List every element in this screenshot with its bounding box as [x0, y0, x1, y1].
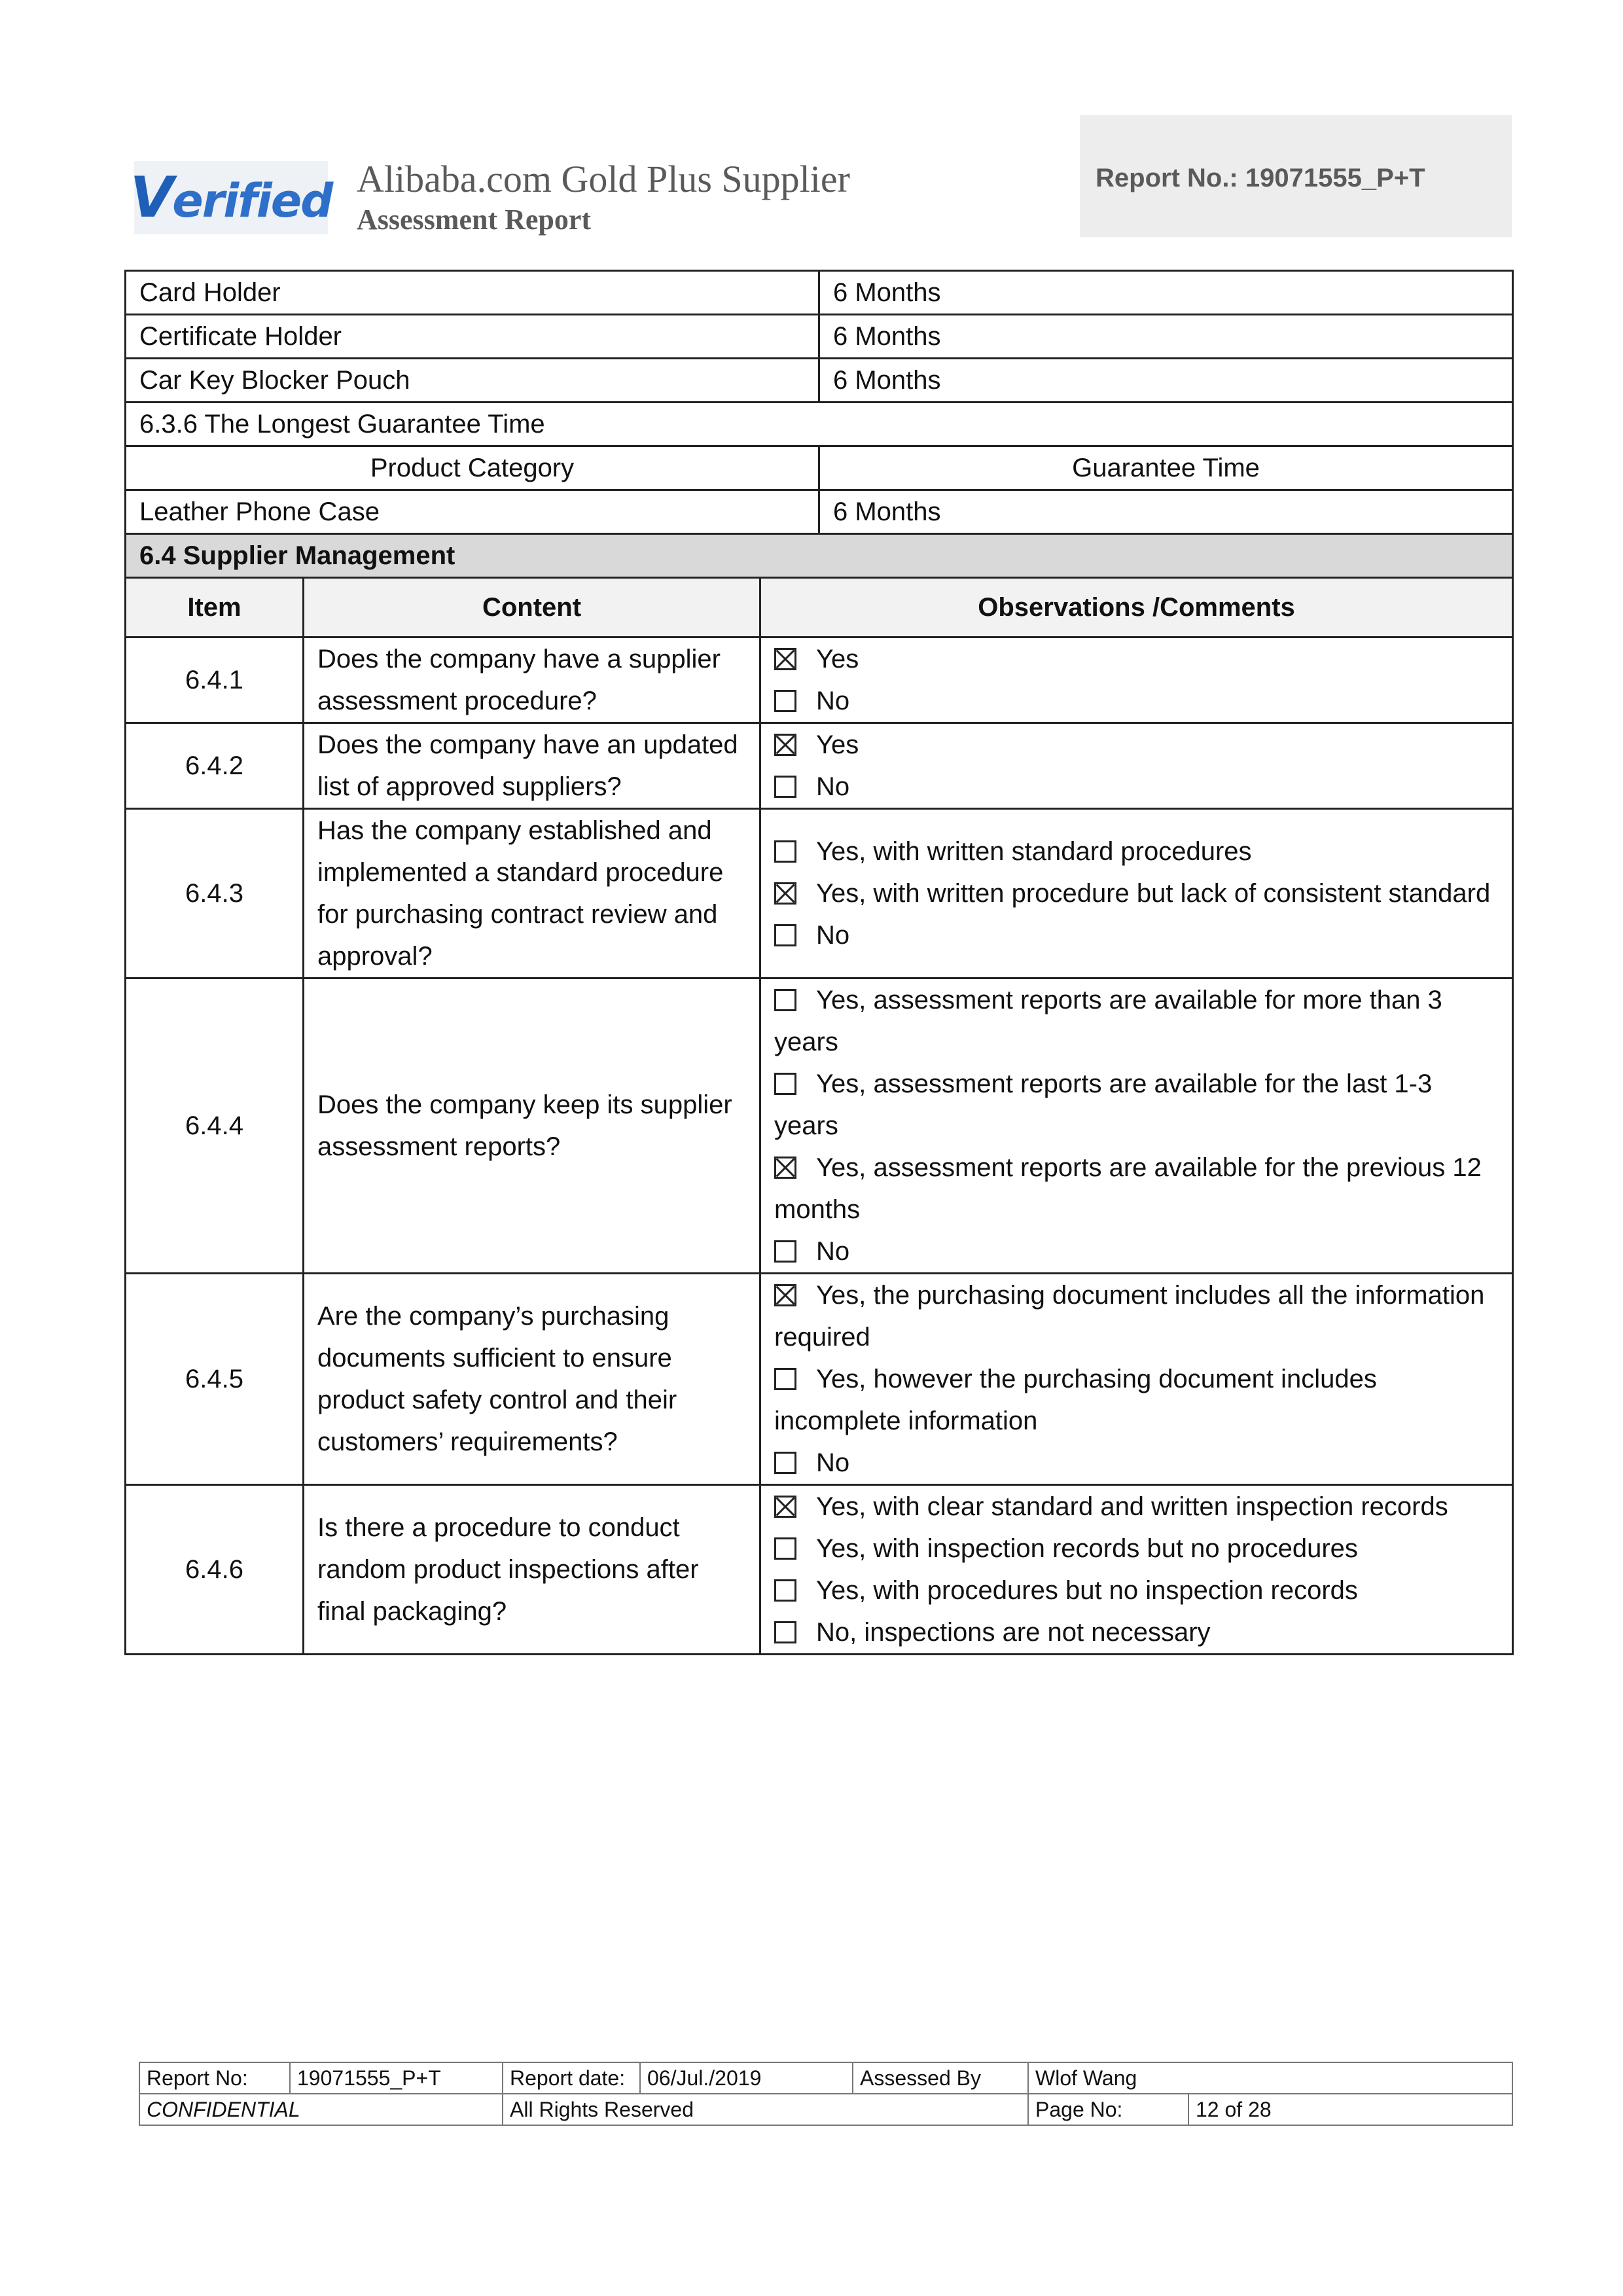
- option-label: Yes, with clear standard and written inspection records: [816, 1492, 1448, 1521]
- observations-cell: [760, 1274, 1513, 1485]
- supplier-management-table: [124, 533, 1514, 1655]
- question-cell: Does the company have a supplier assessment procedure?: [304, 637, 760, 723]
- footer-page-no-label: Page No:: [1028, 2094, 1188, 2125]
- table-row: [126, 723, 1513, 809]
- option-item: [774, 724, 1499, 766]
- table-row: [126, 359, 1513, 403]
- footer-report-no-label: Report No:: [139, 2062, 290, 2094]
- footer-table: [139, 2062, 1513, 2126]
- option-item: [774, 872, 1499, 914]
- option-item: [774, 766, 1499, 808]
- item-header: Item: [126, 578, 304, 637]
- option-label: No, inspections are not necessary: [816, 1618, 1211, 1647]
- item-number-cell: 6.4.3: [126, 809, 304, 978]
- footer-assessed-by: Wlof Wang: [1028, 2062, 1512, 2094]
- empty-checkbox-icon: [774, 1621, 796, 1643]
- empty-checkbox-icon: [774, 1240, 796, 1263]
- empty-checkbox-icon: [774, 690, 796, 712]
- option-label: No: [816, 921, 850, 950]
- table-row: [126, 809, 1513, 978]
- empty-checkbox-icon: [774, 776, 796, 798]
- option-label: Yes: [816, 730, 859, 759]
- verified-logo-text: Verified: [130, 165, 332, 230]
- empty-checkbox-icon: [774, 1452, 796, 1474]
- time-cell: 6 Months: [819, 315, 1513, 359]
- option-item: [774, 1358, 1499, 1442]
- option-label: No: [816, 772, 850, 801]
- table-row: [126, 271, 1513, 315]
- option-item: [774, 1442, 1499, 1484]
- time-cell: 6 Months: [819, 359, 1513, 403]
- option-item: [774, 979, 1499, 1063]
- table-row: [126, 978, 1513, 1274]
- header-title: Alibaba.com Gold Plus Supplier: [357, 158, 850, 200]
- checked-checkbox-icon: [774, 1284, 796, 1306]
- verified-logo: [130, 161, 332, 234]
- product-cell: Leather Phone Case: [126, 490, 819, 534]
- option-label: No: [816, 687, 850, 715]
- footer-assessed-by-label: Assessed By: [853, 2062, 1028, 2094]
- option-label: Yes, the purchasing document includes all the information required: [774, 1281, 1485, 1352]
- table-header-row: [126, 578, 1513, 637]
- option-item: [774, 1147, 1499, 1230]
- time-cell: 6 Months: [819, 490, 1513, 534]
- report-number-label: Report No.:: [1096, 164, 1245, 192]
- footer-report-no: 19071555_P+T: [290, 2062, 503, 2094]
- item-number-cell: 6.4.1: [126, 637, 304, 723]
- footer-report-date: 06/Jul./2019: [640, 2062, 853, 2094]
- option-label: No: [816, 1448, 850, 1477]
- option-label: Yes, with written standard procedures: [816, 837, 1252, 866]
- option-label: Yes, assessment reports are available for the last 1-3 years: [774, 1069, 1433, 1140]
- option-item: [774, 1274, 1499, 1358]
- longest-guarantee-title: 6.3.6 The Longest Guarantee Time: [126, 403, 1513, 446]
- footer-page-no: 12 of 28: [1188, 2094, 1512, 2125]
- empty-checkbox-icon: [774, 1537, 796, 1560]
- empty-checkbox-icon: [774, 924, 796, 946]
- product-cell: Car Key Blocker Pouch: [126, 359, 819, 403]
- header-subtitle: Assessment Report: [357, 204, 592, 236]
- option-label: Yes, with inspection records but no procedures: [816, 1534, 1358, 1563]
- product-cell: Card Holder: [126, 271, 819, 315]
- empty-checkbox-icon: [774, 840, 796, 863]
- empty-checkbox-icon: [774, 989, 796, 1011]
- option-item: [774, 1611, 1499, 1653]
- observations-header: Observations /Comments: [760, 578, 1513, 637]
- item-number-cell: 6.4.4: [126, 978, 304, 1274]
- report-number-box: [1080, 115, 1512, 237]
- observations-cell: [760, 1485, 1513, 1655]
- report-number-value: 19071555_P+T: [1245, 164, 1425, 192]
- option-item: [774, 1528, 1499, 1570]
- empty-checkbox-icon: [774, 1579, 796, 1602]
- empty-checkbox-icon: [774, 1073, 796, 1095]
- checked-checkbox-icon: [774, 734, 796, 756]
- table-header-row: [126, 446, 1513, 490]
- table-row: [126, 1485, 1513, 1655]
- observations-cell: [760, 978, 1513, 1274]
- option-label: Yes, assessment reports are available for more than 3 years: [774, 986, 1442, 1056]
- question-cell: Is there a procedure to conduct random product inspections after final packaging?: [304, 1485, 760, 1655]
- option-item: [774, 1063, 1499, 1147]
- observations-cell: [760, 723, 1513, 809]
- supplier-management-title: 6.4 Supplier Management: [126, 534, 1513, 578]
- question-cell: Does the company have an updated list of approved suppliers?: [304, 723, 760, 809]
- observations-cell: [760, 637, 1513, 723]
- checked-checkbox-icon: [774, 1496, 796, 1518]
- checked-checkbox-icon: [774, 648, 796, 670]
- option-label: Yes, assessment reports are available for the previous 12 months: [774, 1153, 1482, 1224]
- footer-row: [139, 2094, 1512, 2125]
- footer-row: [139, 2062, 1512, 2094]
- content-header: Content: [304, 578, 760, 637]
- option-label: Yes: [816, 645, 859, 673]
- option-item: [774, 1486, 1499, 1528]
- section-heading-row: [126, 534, 1513, 578]
- option-item: [774, 1570, 1499, 1611]
- table-row: [126, 315, 1513, 359]
- table-row: [126, 637, 1513, 723]
- option-item: [774, 1230, 1499, 1272]
- option-label: Yes, however the purchasing document includes incomplete information: [774, 1365, 1377, 1435]
- footer-confidential: CONFIDENTIAL: [139, 2094, 503, 2125]
- observations-cell: [760, 809, 1513, 978]
- guarantee-table: [124, 270, 1514, 535]
- option-item: [774, 680, 1499, 722]
- section-heading-row: [126, 403, 1513, 446]
- empty-checkbox-icon: [774, 1368, 796, 1390]
- option-item: [774, 831, 1499, 872]
- item-number-cell: 6.4.5: [126, 1274, 304, 1485]
- option-label: Yes, with written procedure but lack of consistent standard: [816, 879, 1491, 908]
- checked-checkbox-icon: [774, 1157, 796, 1179]
- footer-rights: All Rights Reserved: [503, 2094, 1028, 2125]
- item-number-cell: 6.4.6: [126, 1485, 304, 1655]
- question-cell: Has the company established and implemented a standard procedure for purchasing contract review and approval?: [304, 809, 760, 978]
- question-cell: Are the company’s purchasing documents sufficient to ensure product safety control and their customers’ requirements?: [304, 1274, 760, 1485]
- guarantee-time-header: Guarantee Time: [819, 446, 1513, 490]
- item-number-cell: 6.4.2: [126, 723, 304, 809]
- table-row: [126, 490, 1513, 534]
- option-item: [774, 638, 1499, 680]
- time-cell: 6 Months: [819, 271, 1513, 315]
- option-label: No: [816, 1237, 850, 1266]
- option-label: Yes, with procedures but no inspection records: [816, 1576, 1358, 1605]
- table-row: [126, 1274, 1513, 1485]
- checked-checkbox-icon: [774, 882, 796, 905]
- product-cell: Certificate Holder: [126, 315, 819, 359]
- footer-report-date-label: Report date:: [503, 2062, 640, 2094]
- option-item: [774, 914, 1499, 956]
- product-category-header: Product Category: [126, 446, 819, 490]
- question-cell: Does the company keep its supplier assessment reports?: [304, 978, 760, 1274]
